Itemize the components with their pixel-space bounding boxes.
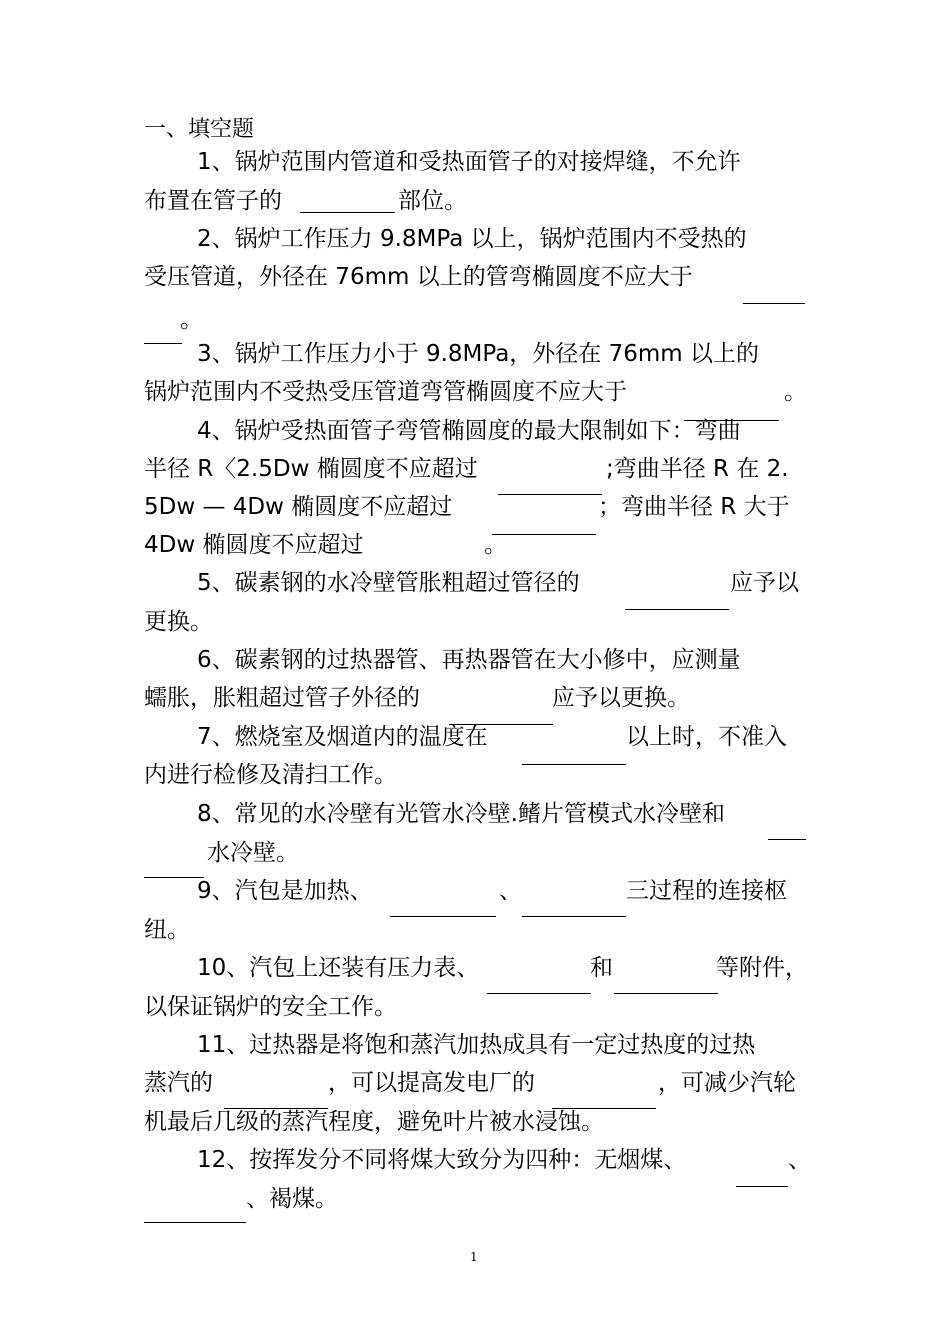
text-line: 。: [484, 532, 507, 558]
text-line: 6、碳素钢的过热器管、再热器管在大小修中，应测量: [197, 647, 741, 673]
text-line: ;弯曲半径 R 在 2.: [606, 456, 789, 482]
text-line: 半径 R〈2.5Dw 椭圆度不应超过: [144, 456, 478, 482]
text-line: 12、按挥发分不同将煤大致分为四种：无烟煤、: [197, 1147, 687, 1173]
text-line: 、褐煤。: [246, 1186, 338, 1212]
text-line: 、: [788, 1147, 811, 1173]
text-line: ；弯曲半径 R 大于: [598, 494, 790, 520]
answer-blank: [498, 494, 602, 495]
text-line: 布置在管子的: [144, 188, 282, 214]
answer-blank: [768, 839, 806, 840]
text-line: 5、碳素钢的水冷壁管胀粗超过管径的: [197, 570, 580, 596]
answer-blank: [522, 916, 626, 917]
text-line: 更换。: [144, 609, 213, 635]
text-line: 三过程的连接枢: [626, 878, 787, 904]
answer-blank: [625, 609, 729, 610]
section-title: 一、填空题: [144, 117, 255, 142]
text-line: 以上时，不准入: [626, 724, 787, 750]
text-line: 4Dw 椭圆度不应超过: [144, 532, 364, 558]
text-line: 1、锅炉范围内管道和受热面管子的对接焊缝，不允许: [197, 149, 741, 175]
text-line: 蒸汽的: [144, 1070, 213, 1096]
text-line: 3、锅炉工作压力小于 9.8MPa，外径在 76mm 以上的: [197, 341, 759, 367]
text-line: 以保证锅炉的安全工作。: [144, 994, 397, 1020]
answer-blank: [743, 303, 805, 304]
answer-blank: [736, 1186, 788, 1187]
answer-blank: [144, 1222, 246, 1223]
text-line: 锅炉范围内不受热受压管道弯管椭圆度不应大于: [144, 379, 627, 405]
answer-blank: [522, 764, 626, 765]
text-line: 9、汽包是加热、: [197, 878, 373, 904]
text-line: 受压管道，外径在 76mm 以上的管弯椭圆度不应大于: [144, 264, 693, 290]
page-number: 1: [470, 1250, 478, 1264]
text-line: 10、汽包上还装有压力表、: [197, 955, 480, 981]
text-line: 水冷壁。: [207, 840, 299, 866]
text-line: 蠕胀，胀粗超过管子外径的: [144, 685, 420, 711]
text-line: 、: [499, 878, 522, 904]
text-line: 和: [590, 955, 613, 981]
text-line: 2、锅炉工作压力 9.8MPa 以上，锅炉范围内不受热的: [197, 226, 747, 252]
answer-blank: [487, 993, 591, 994]
text-line: 11、过热器是将饱和蒸汽加热成具有一定过热度的过热: [197, 1032, 756, 1058]
text-line: ，可减少汽轮: [658, 1070, 796, 1096]
text-line: 内进行检修及清扫工作。: [144, 762, 397, 788]
answer-blank: [144, 343, 182, 344]
answer-blank: [300, 212, 395, 213]
text-line: 等附件，: [716, 955, 808, 981]
text-line: 8、常见的水冷壁有光管水冷壁.鳍片管模式水冷壁和: [197, 801, 725, 827]
text-line: 机最后几级的蒸汽程度，避免叶片被水浸蚀。: [144, 1109, 604, 1135]
answer-blank: [390, 916, 496, 917]
text-line: ，可以提高发电厂的: [328, 1070, 535, 1096]
text-line: 应予以: [730, 570, 799, 596]
text-line: 部位。: [398, 188, 467, 214]
text-line: 。: [784, 379, 807, 405]
text-line: 应予以更换。: [552, 685, 690, 711]
answer-blank: [614, 993, 718, 994]
text-line: 5Dw — 4Dw 椭圆度不应超过: [144, 494, 453, 520]
text-line: 纽。: [144, 917, 190, 943]
answer-blank: [492, 534, 596, 535]
text-line: 4、锅炉受热面管子弯管椭圆度的最大限制如下：弯曲: [197, 418, 741, 444]
answer-blank: [144, 877, 204, 878]
text-line: 7、燃烧室及烟道内的温度在: [197, 724, 488, 750]
text-line: 。: [180, 307, 203, 333]
